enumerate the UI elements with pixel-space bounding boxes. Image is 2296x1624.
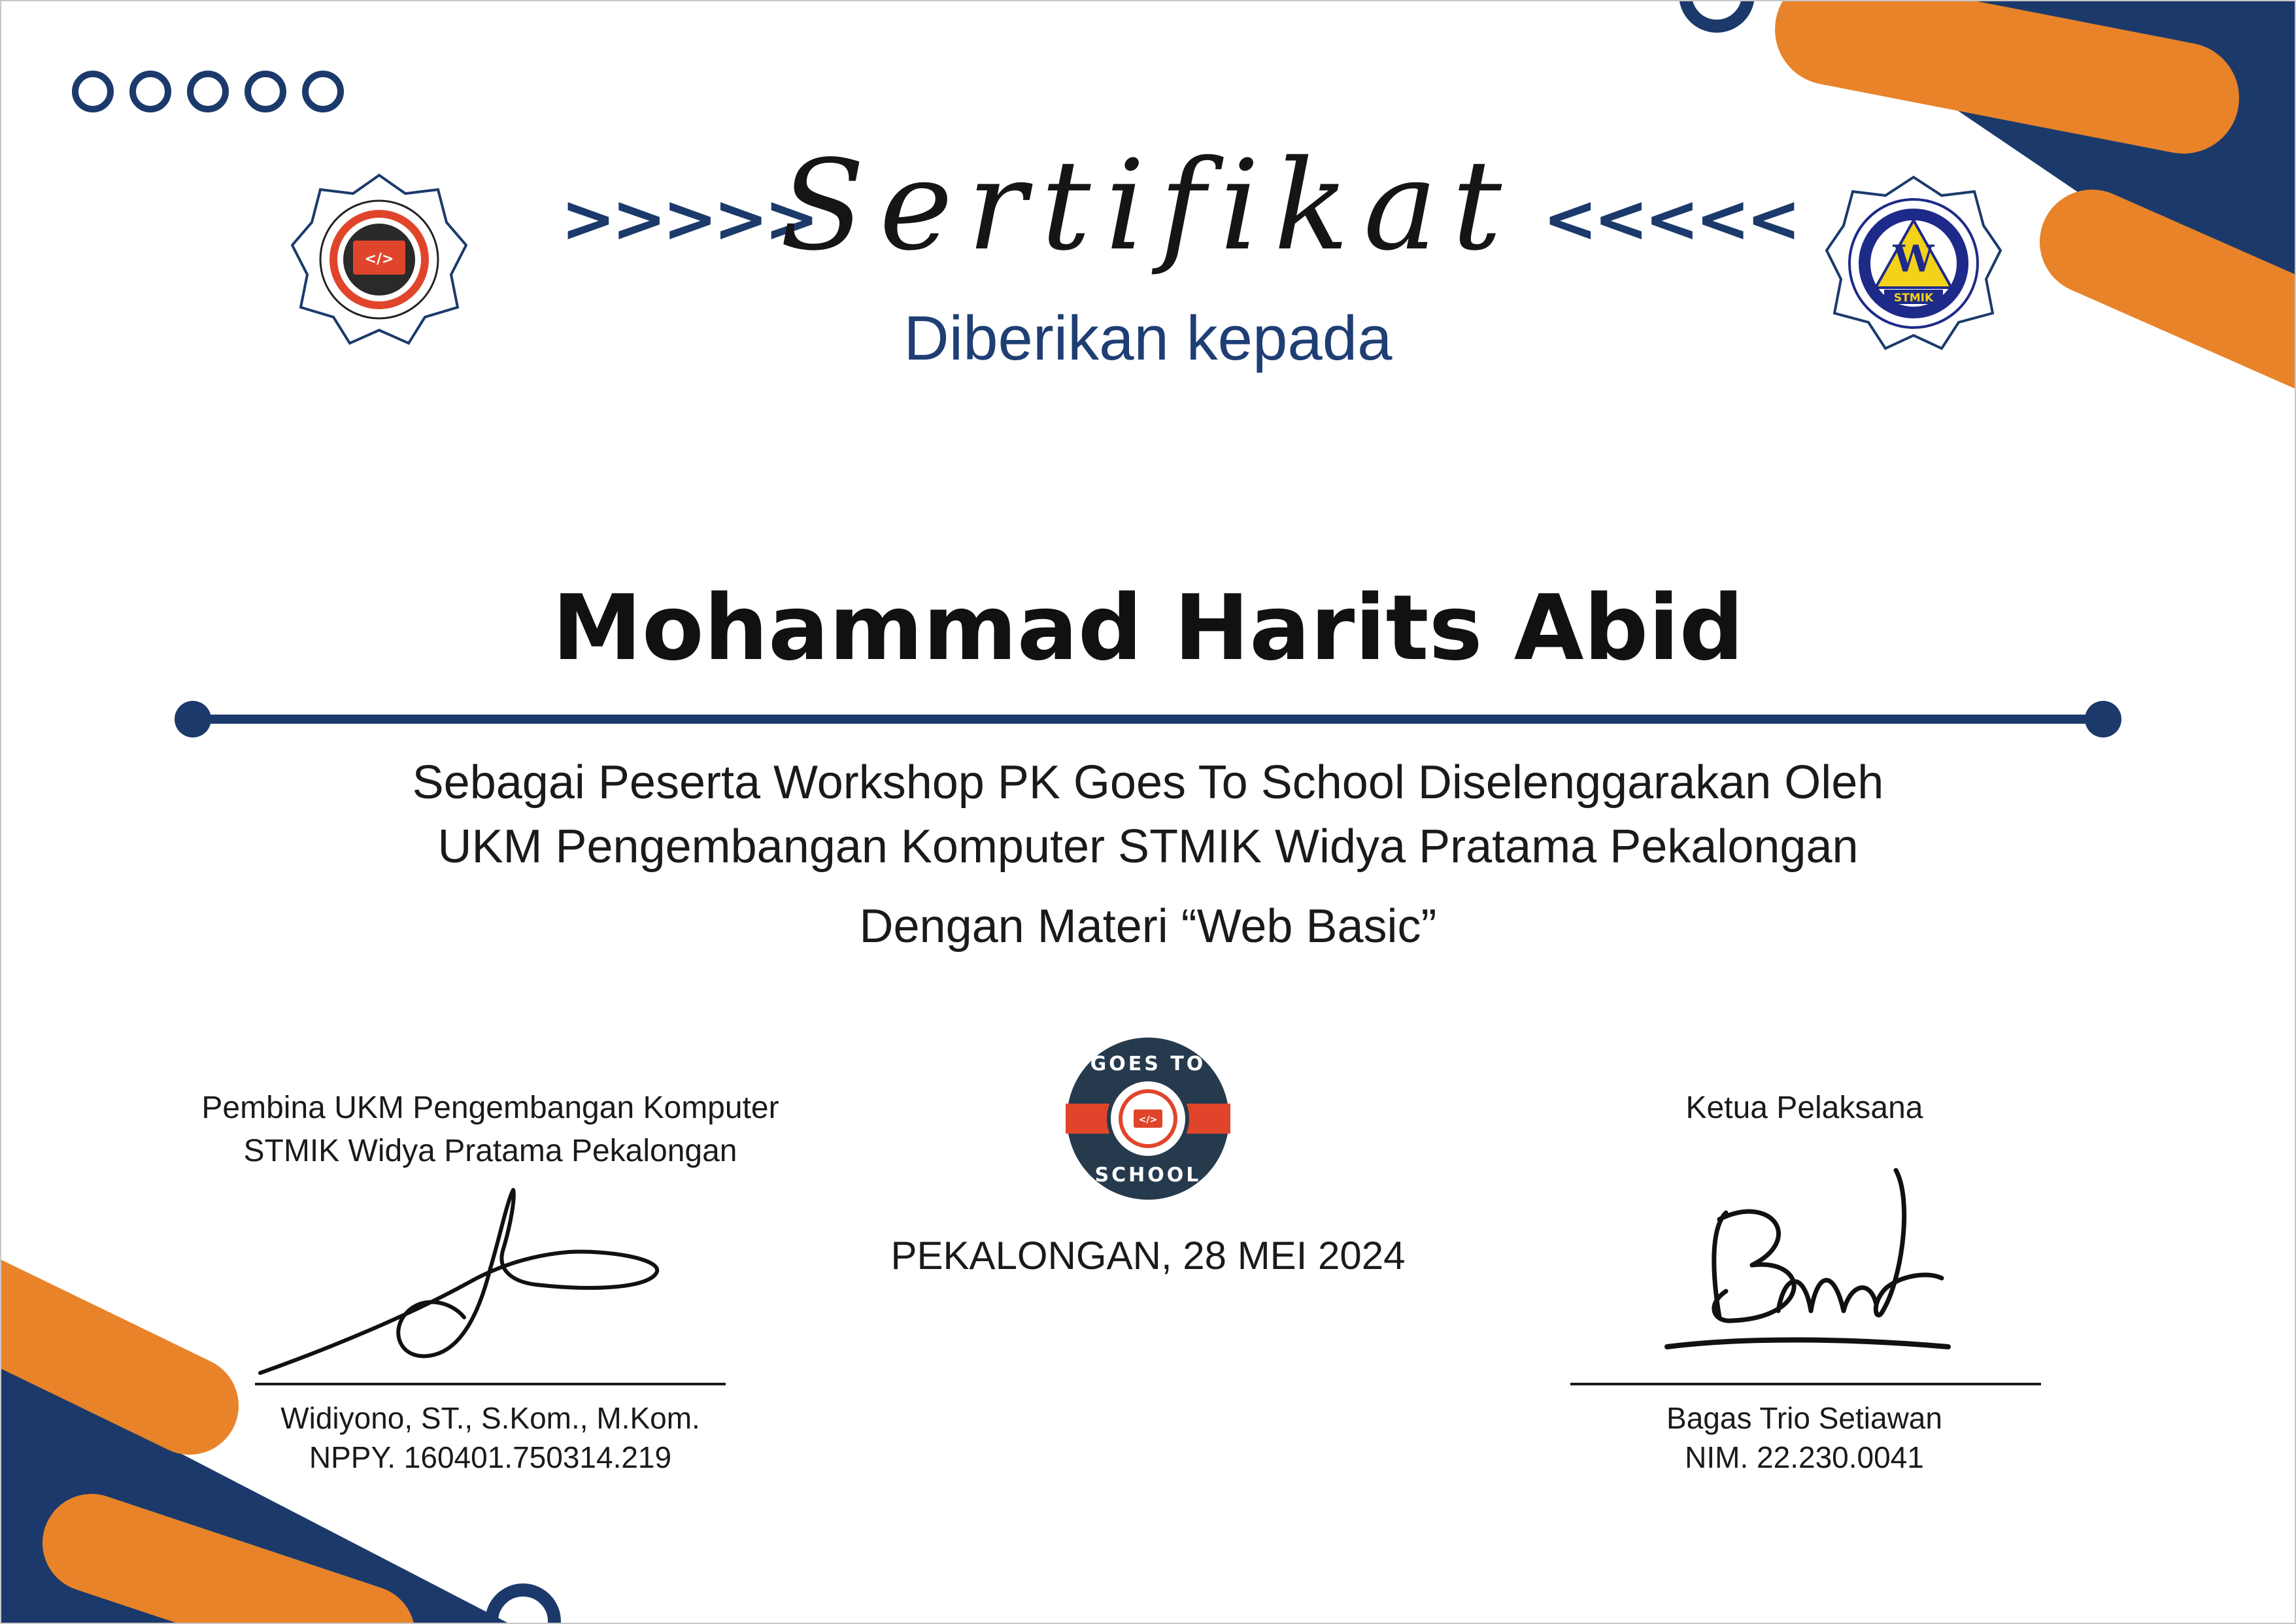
right-signer-name: Bagas Trio Setiawan: [1666, 1401, 1942, 1435]
center-logo-top-text: GOES TO: [1090, 1053, 1206, 1075]
left-signature: [255, 1183, 680, 1379]
right-logo-code-text: STMIK: [1893, 292, 1934, 305]
circle-icon: [187, 71, 229, 112]
right-signer-id: NIM. 22.230.0041: [1685, 1440, 1924, 1474]
certificate-title: Sertifikat: [779, 133, 1517, 278]
right-signer-title: Ketua Pelaksana: [1685, 1091, 1923, 1125]
certificate-date: PEKALONGAN, 28 MEI 2024: [890, 1234, 1406, 1277]
left-signature-line: [255, 1383, 726, 1385]
recipient-name: Mohammad Harits Abid: [552, 575, 1744, 681]
left-signer-name: Widiyono, ST., S.Kom., M.Kom.: [280, 1401, 700, 1435]
description-line-1: Sebagai Peserta Workshop PK Goes To School Diselenggarakan Oleh: [412, 756, 1884, 809]
circle-icon: [245, 71, 286, 112]
ukm-pk-logo: [291, 170, 467, 347]
circle-icon: [72, 71, 114, 112]
center-logo-code-text: </>: [1138, 1115, 1158, 1125]
stmik-logo: [1824, 173, 2004, 353]
top-ring-decoration: [1685, 0, 1748, 26]
left-logo-code-text: </>: [364, 251, 394, 267]
goes-to-school-logo: [1066, 1036, 1230, 1201]
right-signature: [1654, 1147, 1955, 1363]
stmik-logo-mark: W: [1893, 237, 1934, 280]
right-signature-line: [1570, 1383, 2041, 1385]
circle-icon: [129, 71, 171, 112]
description-line-2: UKM Pengembangan Komputer STMIK Widya Pratama Pekalongan: [437, 820, 1859, 873]
left-signer-title-line-2: STMIK Widya Pratama Pekalongan: [243, 1134, 737, 1168]
center-logo-bottom-text: SCHOOL: [1094, 1164, 1202, 1187]
left-signer-id: NPPY. 160401.750314.219: [309, 1440, 672, 1474]
left-chevrons: >>>>>: [561, 180, 815, 257]
left-signer-title-line-1: Pembina UKM Pengembangan Komputer: [201, 1091, 779, 1125]
right-chevrons: <<<<<: [1543, 180, 1797, 257]
circle-icon: [302, 71, 344, 112]
name-divider: [173, 686, 2123, 752]
certificate-subtitle: Diberikan kepada: [903, 303, 1393, 373]
decorative-circles: [72, 71, 344, 112]
bottom-ring-decoration: [492, 1590, 554, 1624]
description-line-3: Dengan Materi “Web Basic”: [859, 900, 1437, 953]
top-right-orange-stripe: [1831, 29, 2184, 98]
